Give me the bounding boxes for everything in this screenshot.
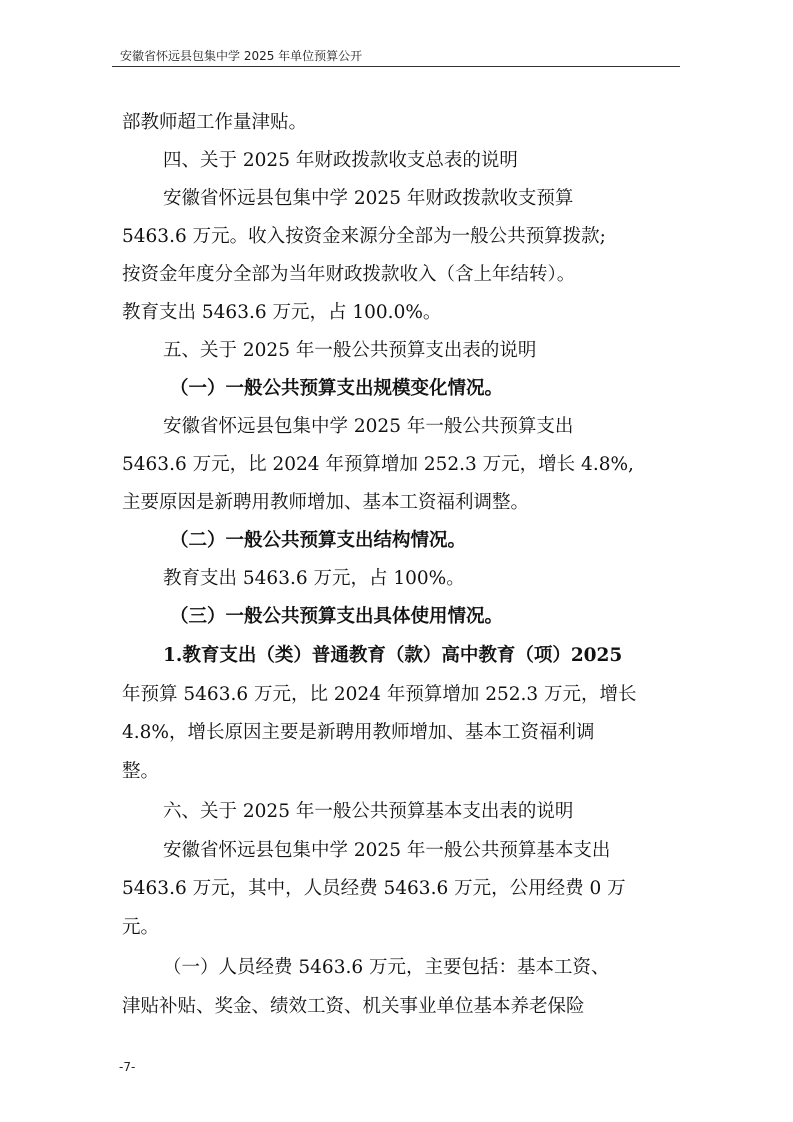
section-heading-5: 五、关于 2025 年一般公共预算支出表的说明 [163,340,537,361]
paragraph-line: （一）人员经费 5463.6 万元，主要包括：基本工资、 [163,957,610,978]
page-header: 安徽省怀远县包集中学 2025 年单位预算公开 [120,49,363,63]
subheading-1: （一）一般公共预算支出规模变化情况。 [170,378,504,399]
paragraph-line: 元。 [122,917,160,938]
subheading-3: （三）一般公共预算支出具体使用情况。 [170,606,504,627]
paragraph-line: 安徽省怀远县包集中学 2025 年一般公共预算支出 [163,416,574,437]
paragraph-line: 津贴补贴、奖金、绩效工资、机关事业单位基本养老保险 [122,996,585,1017]
paragraph-line: 4.8%，增长原因主要是新聘用教师增加、基本工资福利调 [122,722,595,743]
paragraph-line: 教育支出 5463.6 万元，占 100.0%。 [122,302,442,323]
document-body [122,104,688,1026]
subheading-2: （二）一般公共预算支出结构情况。 [170,530,467,551]
page-number: -7- [119,1060,136,1074]
paragraph-line: 部教师超工作量津贴。 [122,112,308,133]
paragraph-line: 年预算 5463.6 万元，比 2024 年预算增加 252.3 万元，增长 [122,684,637,705]
section-heading-4: 四、关于 2025 年财政拨款收支总表的说明 [163,150,518,171]
paragraph-line: 按资金年度分全部为当年财政拨款收入（含上年结转）。 [122,264,576,285]
paragraph-line: 教育支出 5463.6 万元，占 100%。 [163,568,465,589]
paragraph-line: 整。 [122,761,160,782]
paragraph-line: 5463.6 万元，比 2024 年预算增加 252.3 万元，增长 4.8%, [122,454,634,475]
paragraph-line: 安徽省怀远县包集中学 2025 年一般公共预算基本支出 [163,840,611,861]
header-divider [112,66,680,67]
paragraph-line: 1.教育支出（类）普通教育（款）高中教育（项）2025 [163,645,623,666]
section-heading-6: 六、关于 2025 年一般公共预算基本支出表的说明 [163,801,574,822]
paragraph-line: 主要原因是新聘用教师增加、基本工资福利调整。 [122,492,530,513]
paragraph-line: 安徽省怀远县包集中学 2025 年财政拨款收支预算 [163,188,574,209]
paragraph-line: 5463.6 万元，其中，人员经费 5463.6 万元，公用经费 0 万 [122,878,626,899]
paragraph-line: 5463.6 万元。收入按资金来源分全部为一般公共预算拨款; [122,226,606,247]
